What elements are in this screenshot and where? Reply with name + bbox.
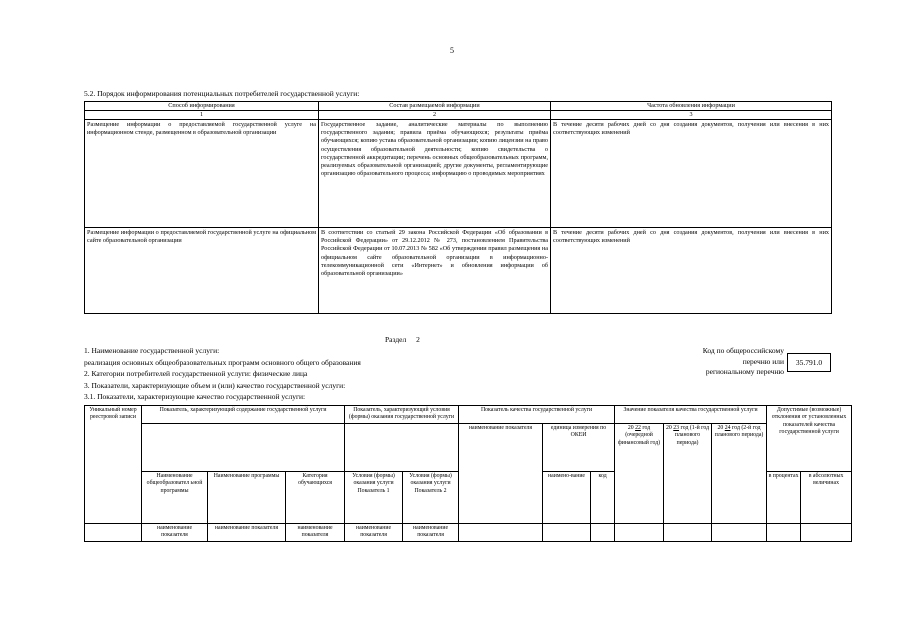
okved-code: 35.791.0	[787, 353, 831, 372]
empty-cell	[712, 524, 767, 542]
year-prefix: 20	[627, 425, 634, 431]
deviation-percent-header: в процентах	[767, 472, 801, 524]
year-value: 23	[673, 425, 680, 431]
sub-foot: наименование показателя	[208, 524, 286, 542]
section-title: 5.2. Порядок информирования потенциальных потребителей государственной услуги:	[84, 89, 360, 98]
section-heading	[385, 335, 420, 344]
values-header: Значение показателя качества государственной услуги	[615, 406, 767, 424]
header-frequency: Частота обновления информации	[551, 102, 832, 111]
content-header: Показатель, характеризующий содержание государственной услуги	[142, 406, 345, 424]
empty-cell	[767, 524, 801, 542]
sub-condition-2: Условия (формы) оказания услуги Показатель 2	[403, 472, 459, 524]
sub-program: Наименование программы	[208, 472, 286, 524]
content-cell: В соответствии со статьей 29 закона Российской Федерации «Об образовании в Российской Федерации» от 29.12.2012 № 273, постановлением Правительства Российской Федерации от 10.07.2013 № 582 «Об утверждении правил размещения на официальном сайте образовательной организации в информационно-телекоммуникационной сети «Интернет» и обновления информации об образовательной организации»	[319, 228, 551, 314]
okved-label-line: перечню или	[742, 356, 784, 366]
sub-edu-program: Наименование общеобразовател ьной программы	[142, 472, 208, 524]
year-suffix: год (1-й год планового периода)	[674, 425, 710, 446]
col-number: 1	[85, 111, 319, 120]
quality-name-header: наименование показателя	[459, 424, 543, 524]
sub-condition-1: Условия (формы) оказания услуги Показатель 1	[345, 472, 403, 524]
conditions-header: Показатель, характеризующий условия (формы) оказания государственной услуги	[345, 406, 459, 424]
okved-label-line: Код по общероссийскому	[702, 346, 784, 355]
empty-cell	[664, 524, 712, 542]
empty-cell	[591, 524, 615, 542]
sub-category: Категория обучающихся	[286, 472, 345, 524]
indicators-heading: 3. Показатели, характеризующие объем и (или) качество государственной услуги:	[84, 381, 346, 390]
year3-header	[712, 424, 767, 524]
unit-code-header: код	[591, 472, 615, 524]
registry-header: Уникальный номер реестровой записи	[85, 406, 142, 524]
content-cell: Государственное задание, аналитические материалы по выполнению государственного задания; правила приёма обучающихся; результаты приёма обучающихся; копию устава образовательной организации; копию лицензии на право осуществления образовательной деятельности; копию свидетельства о государственной аккредитации; перечень основных общеобразовательных программ, реализуемых образовательной организацией; другие документы, регламентирующие организацию образовательного процесса; информацию о проводимых мероприятиях	[319, 120, 551, 228]
section-number: 2	[416, 335, 420, 344]
frequency-cell: В течение десяти рабочих дней со дня создания документов, получения или внесения в них соответствующих изменений	[551, 228, 832, 314]
content-blank	[142, 424, 345, 472]
okved-label-line: региональному перечню	[705, 367, 784, 376]
method-cell: Размещение информации о предоставляемой государственной услуге на информационном стенде, размещенном в образовательной организации	[85, 120, 319, 228]
service-name-value: реализация основных общеобразовательных программ основного общего образования	[84, 358, 361, 367]
year-prefix: 20	[666, 425, 672, 431]
deviation-header: Допустимые (возможные) отклонения от установленных показателей качества государственной услуги	[767, 406, 852, 472]
quality-heading: 3.1. Показатели, характеризующие качество государственной услуги:	[84, 392, 306, 401]
year2-header	[664, 424, 712, 524]
indicator-table	[84, 405, 852, 542]
empty-cell	[85, 524, 142, 542]
page-number: 5	[450, 46, 454, 55]
empty-cell	[459, 524, 543, 542]
year-prefix: 20	[717, 425, 724, 431]
col-number: 3	[551, 111, 832, 120]
sub-foot: наименование показателя	[142, 524, 208, 542]
table-row	[85, 228, 832, 314]
empty-cell	[543, 524, 591, 542]
method-cell: Размещение информации о предоставляемой государственной услуге на официальном сайте образовательной организации	[85, 228, 319, 314]
year1-header	[615, 424, 664, 524]
quality-header: Показатель качества государственной услуги	[459, 406, 615, 424]
frequency-cell: В течение десяти рабочих дней со дня создания документов, получения или внесения в них соответствующих изменений	[551, 120, 832, 228]
sub-foot: наименование показателя	[345, 524, 403, 542]
year-suffix: год (2-й год планового периода)	[714, 425, 764, 439]
service-name-label: 1. Наименование государственной услуги:	[84, 346, 220, 355]
conditions-blank	[345, 424, 459, 472]
deviation-absolute-header: в абсолютных величинах	[801, 472, 852, 524]
info-table	[84, 101, 832, 314]
unit-okei-header: единица измерения по ОКЕИ	[543, 424, 615, 472]
year-value: 24	[724, 425, 731, 431]
unit-name-header: наимено-вание	[543, 472, 591, 524]
okved-label	[662, 346, 784, 378]
section-label: Раздел	[385, 335, 407, 344]
col-number: 2	[319, 111, 551, 120]
header-method: Способ информирования	[85, 102, 319, 111]
sub-foot: наименование показателя	[403, 524, 459, 542]
table-row	[85, 120, 832, 228]
year-suffix: год (очередной финансовый год)	[617, 425, 661, 446]
empty-cell	[615, 524, 664, 542]
sub-foot: наименование показателя	[286, 524, 345, 542]
empty-cell	[801, 524, 852, 542]
consumer-category: 2. Категории потребителей государственной услуги: физические лица	[84, 369, 308, 378]
year-value: 22	[635, 425, 641, 431]
header-content: Состав размещаемой информации	[319, 102, 551, 111]
